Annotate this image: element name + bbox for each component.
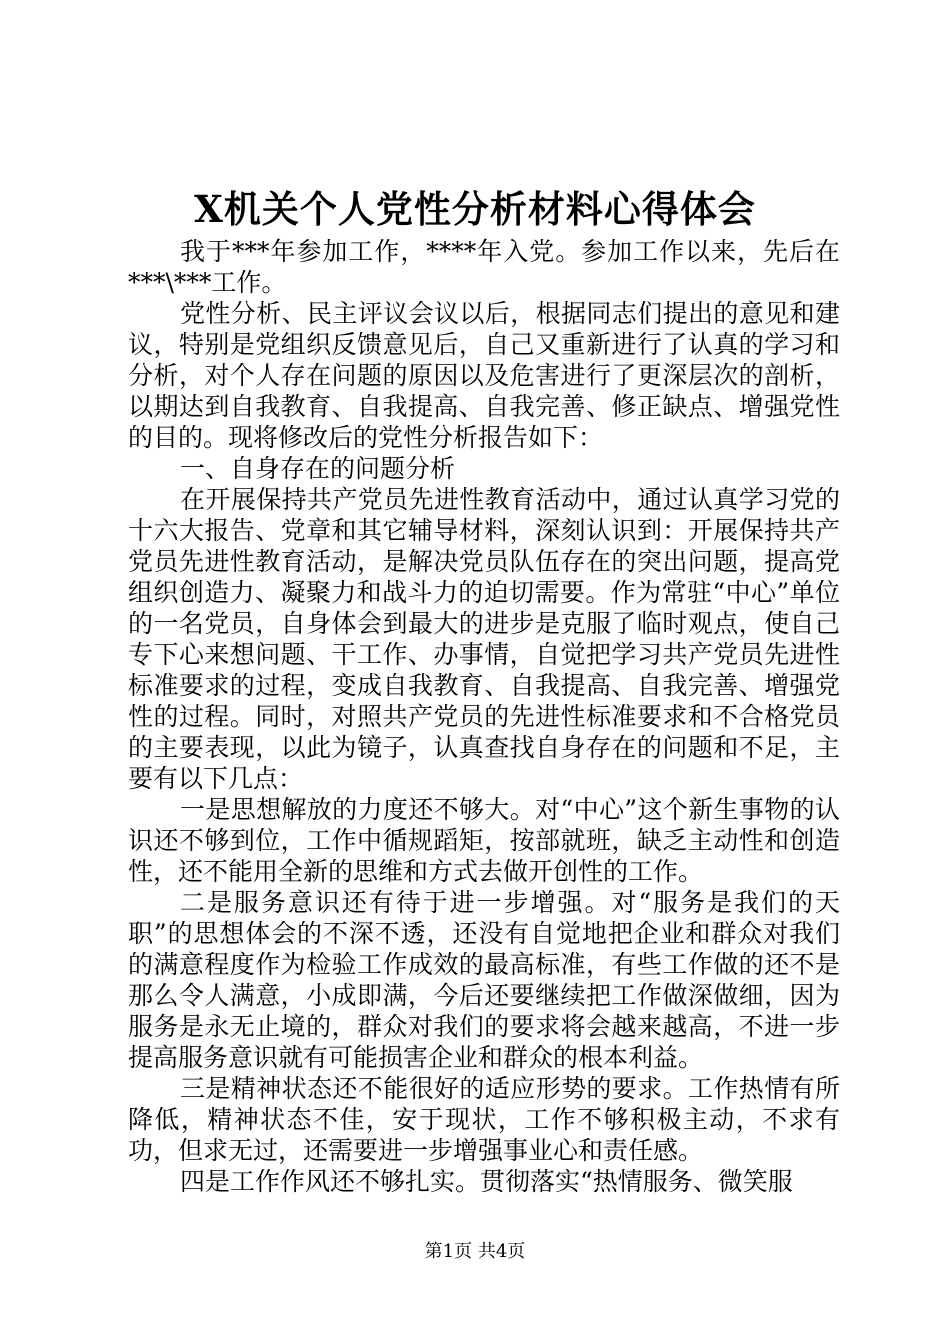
paragraph-point-one: 一是思想解放的力度还不够大。对“中心”这个新生事物的认识还不够到位，工作中循规蹈矩，按部就班，缺乏主动性和创造性，还不能用全新的思维和方式去做开创性的工作。 [128, 795, 840, 886]
page-number-footer: 第1页 共4页 [424, 1241, 526, 1262]
paragraph-point-three: 三是精神状态还不能很好的适应形势的要求。工作热情有所降低，精神状态不佳，安于现状，工作不够积极主动，不求有功，但求无过，还需要进一步增强事业心和责任感。 [128, 1074, 840, 1165]
section-heading: 一、自身存在的问题分析 [180, 454, 456, 483]
paragraph-point-four: 四是工作作风还不够扎实。贯彻落实“热情服务、微笑服 [180, 1167, 793, 1196]
paragraph-analysis: 在开展保持共产党员先进性教育活动中，通过认真学习党的十六大报告、党章和其它辅导材料，深刻认识到：开展保持共产党员先进性教育活动，是解决党员队伍存在的突出问题，提高党组织创造力、凝聚力和战斗力的迫切需要。作为常驻“中心”单位的一名党员，自身体会到最大的进步是克服了临时观点，使自己专下心来想问题、干工作、办事情，自觉把学习共产党员先进性标准要求的过程，变成自我教育、自我提高、自我完善、增强党性的过程。同时，对照共产党员的先进性标准要求和不合格党员的主要表现，以此为镜子，认真查找自身存在的问题和不足，主要有以下几点： [128, 485, 840, 793]
paragraph-background: 党性分析、民主评议会议以后，根据同志们提出的意见和建议，特别是党组织反馈意见后，自己又重新进行了认真的学习和分析，对个人存在问题的原因以及危害进行了更深层次的剖析，以期达到自我教育、自我提高、自我完善、修正缺点、增强党性的目的。现将修改后的党性分析报告如下： [128, 299, 840, 452]
document-title: X机关个人党性分析材料心得体会 [194, 187, 756, 231]
document-body [128, 236, 840, 1197]
paragraph-point-two: 二是服务意识还有待于进一步增强。对“服务是我们的天职”的思想体会的不深不透，还没有自觉地把企业和群众对我们的满意程度作为检验工作成效的最高标准，有些工作做的还不是那么令人满意，小成即满，今后还要继续把工作做深做细，因为服务是永无止境的，群众对我们的要求将会越来越高，不进一步提高服务意识就有可能损害企业和群众的根本利益。 [128, 888, 840, 1072]
paragraph-intro: 我于***年参加工作，****年入党。参加工作以来，先后在***\***工作。 [128, 237, 840, 297]
